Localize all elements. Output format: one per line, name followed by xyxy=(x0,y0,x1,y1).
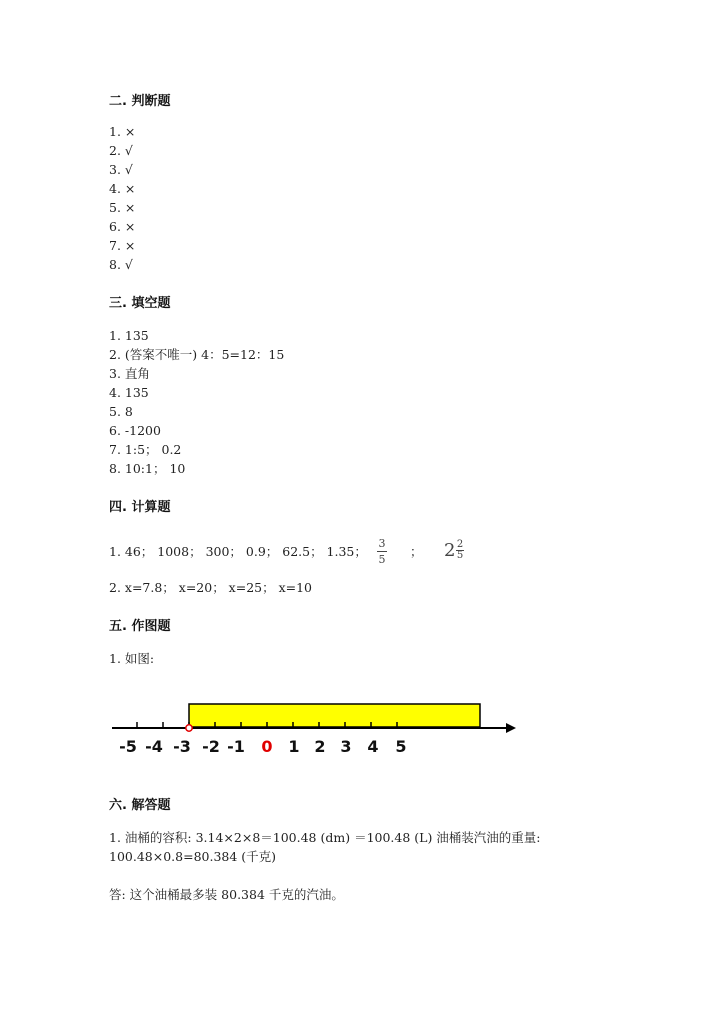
list-item: 2. (答案不唯一) 4：5=12：15 xyxy=(109,347,285,362)
calc-separator: ； xyxy=(410,544,423,559)
number-line-label: 5 xyxy=(395,737,407,756)
calc-line-1: 1. 46； 1008； 300； 0.9； 62.5； 1.35； xyxy=(109,544,367,559)
fraction-denominator: 5 xyxy=(378,553,386,566)
number-line-label: 2 xyxy=(314,737,326,756)
list-item: 5. 8 xyxy=(109,404,133,419)
drawing-intro: 1. 如图: xyxy=(109,651,155,666)
list-item: 4. 135 xyxy=(109,385,149,400)
list-item: 8. 10:1； 10 xyxy=(109,461,186,476)
list-item: 8. √ xyxy=(109,257,133,272)
list-item: 1. × xyxy=(109,124,136,139)
fraction-numerator: 3 xyxy=(378,537,386,550)
list-item: 2. √ xyxy=(109,143,133,158)
list-item: 3. √ xyxy=(109,162,133,177)
mixed-denominator: 5 xyxy=(456,550,464,561)
number-line-label: -5 xyxy=(119,737,137,756)
list-item: 7. × xyxy=(109,238,136,253)
section-heading-calculation: 四. 计算题 xyxy=(109,500,171,515)
number-line-label: 1 xyxy=(288,737,300,756)
list-item: 1. 135 xyxy=(109,328,149,343)
calc-line-2: 2. x=7.8； x=20； x=25； x=10 xyxy=(109,580,313,595)
mixed-numerator: 2 xyxy=(456,539,464,550)
start-point-marker xyxy=(186,725,192,731)
number-line-label: -3 xyxy=(173,737,191,756)
number-line-label: 3 xyxy=(340,737,352,756)
solution-answer: 答: 这个油桶最多装 80.384 千克的汽油。 xyxy=(109,887,344,902)
highlight-region xyxy=(189,704,480,727)
section-heading-fill-blank: 三. 填空题 xyxy=(109,296,171,311)
number-line-label: 0 xyxy=(261,737,273,756)
section-heading-drawing: 五. 作图题 xyxy=(109,619,171,634)
list-item: 5. × xyxy=(109,200,136,215)
list-item: 6. × xyxy=(109,219,136,234)
number-line-label: -4 xyxy=(145,737,163,756)
list-item: 6. -1200 xyxy=(109,423,161,438)
solution-line-2: 100.48×0.8=80.384 (千克) xyxy=(109,849,277,864)
list-item: 7. 1:5； 0.2 xyxy=(109,442,182,457)
number-line-label: -1 xyxy=(227,737,245,756)
section-heading-judgement: 二. 判断题 xyxy=(109,94,171,109)
number-line-label: 4 xyxy=(367,737,379,756)
arrow-head-icon xyxy=(506,723,516,733)
list-item: 4. × xyxy=(109,181,136,196)
mixed-whole: 2 xyxy=(444,540,456,561)
number-line-label: -2 xyxy=(202,737,220,756)
solution-line-1: 1. 油桶的容积: 3.14×2×8＝100.48 (dm) ＝100.48 (L) 油桶装汽油的重量: xyxy=(109,830,541,845)
list-item: 3. 直角 xyxy=(109,366,150,381)
section-heading-solution: 六. 解答题 xyxy=(109,798,171,813)
